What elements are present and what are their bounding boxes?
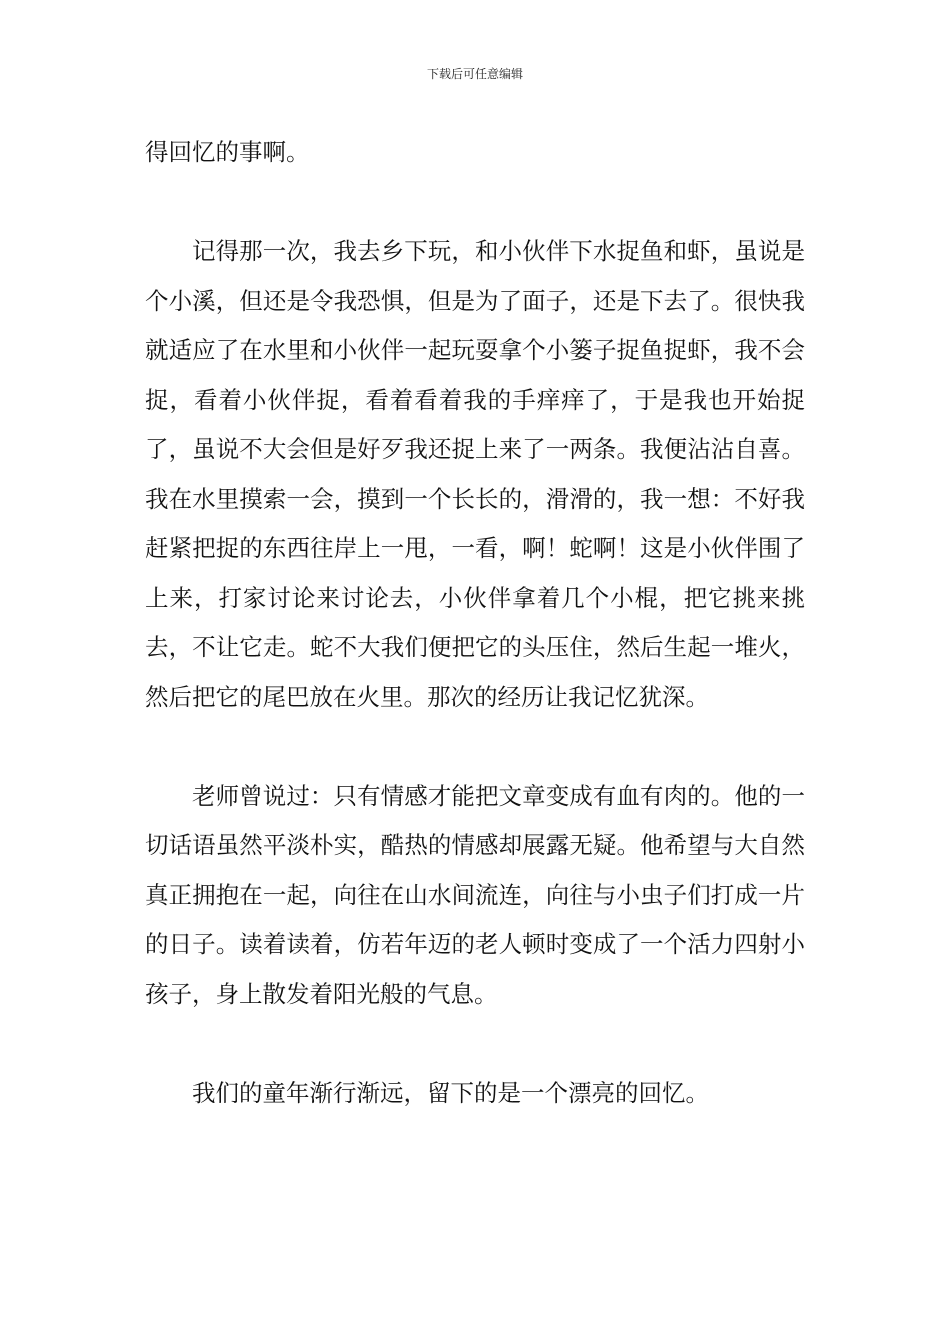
paragraph-teacher-quote: 老师曾说过：只有情感才能把文章变成有血有肉的。他的一切话语虽然平淡朴实，酷热的情感却展露无疑。他希望与大自然真正拥抱在一起，向往在山水间流连，向往与小虫子们打成一片的日子。读着读着，仿若年迈的老人顿时变成了一个活力四射小孩子，身上散发着阳光般的气息。: [145, 781, 805, 1008]
paragraph-snake-story: 记得那一次，我去乡下玩，和小伙伴下水捉鱼和虾，虽说是个小溪，但还是令我恐惧，但是为了面子，还是下去了。很快我就适应了在水里和小伙伴一起玩耍拿个小篓子捉鱼捉虾，我不会捉，看着小伙伴捉，看着看着我的手痒痒了，于是我也开始捉了，虽说不大会但是好歹我还捉上来了一两条。我便沾沾自喜。我在水里摸索一会，摸到一个长长的，滑滑的，我一想：不好我赶紧把捉的东西往岸上一甩，一看，啊！蛇啊！这是小伙伴围了上来，打家讨论来讨论去，小伙伴拿着几个小棍，把它挑来挑去，不让它走。蛇不大我们便把它的头压住，然后生起一堆火，然后把它的尾巴放在火里。那次的经历让我记忆犹深。: [145, 237, 805, 711]
paragraph-gap: [145, 722, 805, 772]
paragraph-gap: [145, 178, 805, 228]
document-body: [145, 128, 805, 1118]
paragraph-gap: [145, 1019, 805, 1069]
page-header: 下载后可任意编辑: [426, 67, 523, 81]
paragraph-continuation: 得回忆的事啊。: [145, 138, 310, 166]
paragraph-conclusion: 我们的童年渐行渐远，留下的是一个漂亮的回忆。: [192, 1078, 709, 1107]
